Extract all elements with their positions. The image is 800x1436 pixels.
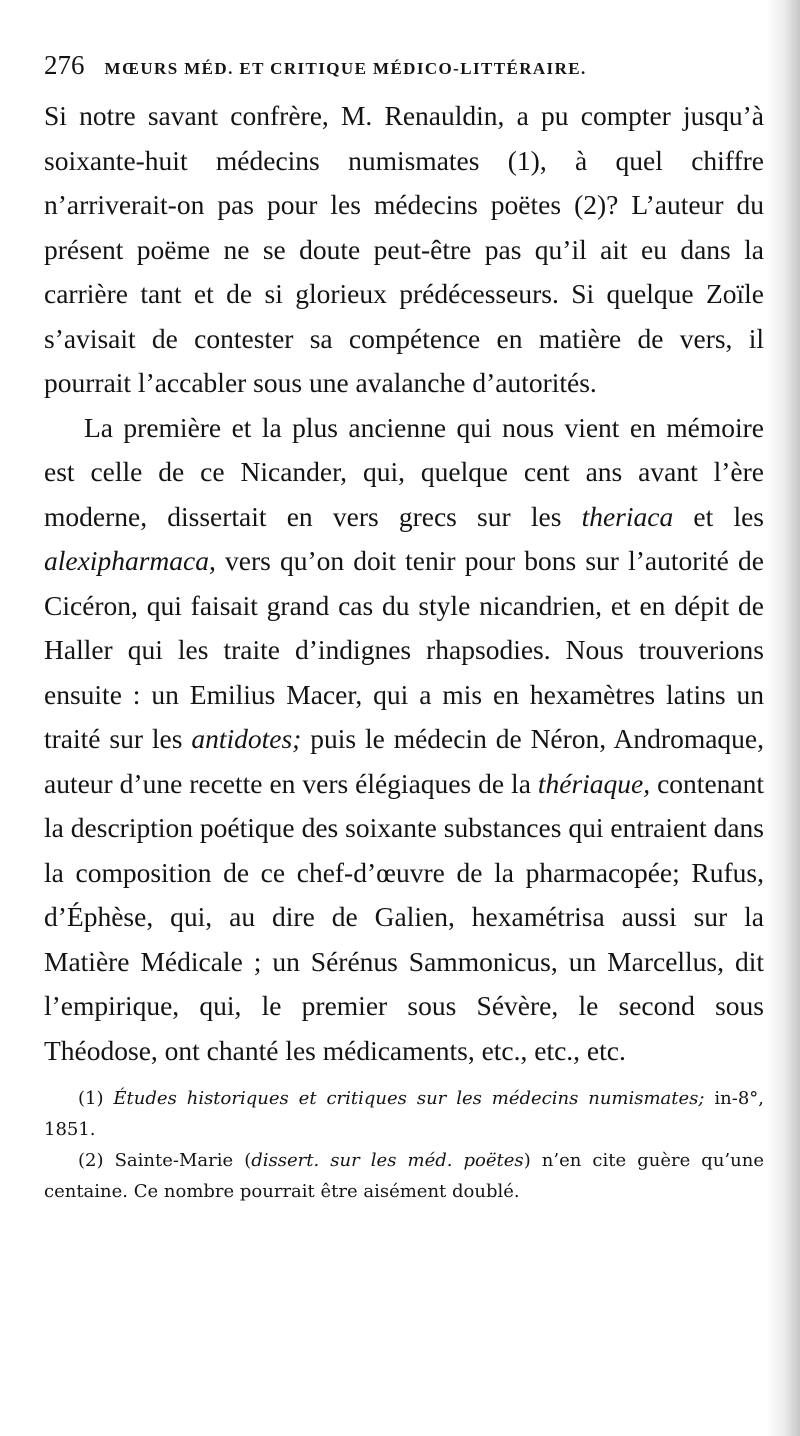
footnote-text: in-8°, 1851.	[44, 1088, 765, 1140]
footnotes	[44, 1083, 764, 1207]
text-run: puis le médecin de Néron, Andromaque, auteur d’une recette en vers élégiaques de la	[44, 723, 764, 799]
paragraph-2	[44, 406, 764, 1074]
footnote-text: ) n’en cite guère qu’une centaine. Ce nombre pourrait être aisément doublé.	[44, 1150, 764, 1202]
footnote-italic: Études historiques et critiques sur les médecins numismates;	[113, 1088, 705, 1109]
book-page	[44, 50, 764, 1207]
paragraph-1: Si notre savant confrère, M. Renauldin, a pu compter jusqu’à soixante-huit médecins numismates (1), à quel chiffre n’arriverait-on pas pour les médecins poëtes (2)? L’auteur du présent poëme ne se doute peut-être pas qu’il ait eu dans la carrière tant et de si glorieux prédécesseurs. Si quelque Zoïle s’avisait de contester sa compétence en matière de vers, il pourrait l’accabler sous une avalanche d’autorités.	[44, 100, 764, 398]
text-run: La première et la plus ancienne qui nous vient en mémoire est celle de ce Nicander, qui, quelque cent ans avant l’ère moderne, dissertait en vers grecs sur les	[44, 411, 764, 532]
running-title: MŒURS MÉD. ET CRITIQUE MÉDICO-LITTÉRAIRE.	[104, 59, 587, 78]
footnote-marker: (2) Sainte-Marie (	[78, 1150, 252, 1171]
footnote-2	[44, 1145, 764, 1207]
italic-term: alexipharmaca,	[44, 545, 216, 576]
footnote-marker: (1)	[78, 1088, 114, 1109]
text-run: et les	[673, 500, 764, 532]
page-number: 276	[44, 50, 85, 80]
page-edge-shadow	[766, 0, 800, 1436]
italic-term: thériaque,	[537, 767, 651, 799]
text-run: contenant la description poétique des soixante substances qui entraient dans la composition de ce chef-d’œuvre de la pharmacopée; Rufus, d’Éphèse, qui, au dire de Galien, hexamétrisa aussi sur la Matière Médicale ; un Sérénus Sammonicus, un Marcellus, dit l’empirique, qui, le premier sous Sévère, le second sous Théodose, ont chanté les médicaments, etc., etc., etc.	[44, 767, 764, 1066]
footnote-1	[44, 1083, 764, 1145]
main-text	[44, 94, 764, 1073]
italic-term: theriaca	[581, 500, 674, 532]
running-header	[44, 50, 764, 90]
footnote-italic: dissert. sur les méd. poëtes	[251, 1150, 524, 1171]
italic-term: antidotes;	[191, 723, 302, 754]
text-run: vers qu’on doit tenir pour bons sur l’autorité de Cicéron, qui faisait grand cas du style nicandrien, et en dépit de Haller qui les traite d’indignes rhapsodies. Nous trouverions ensuite : un Emilius Macer, qui a mis en hexamètres latins un traité sur les	[44, 545, 764, 754]
